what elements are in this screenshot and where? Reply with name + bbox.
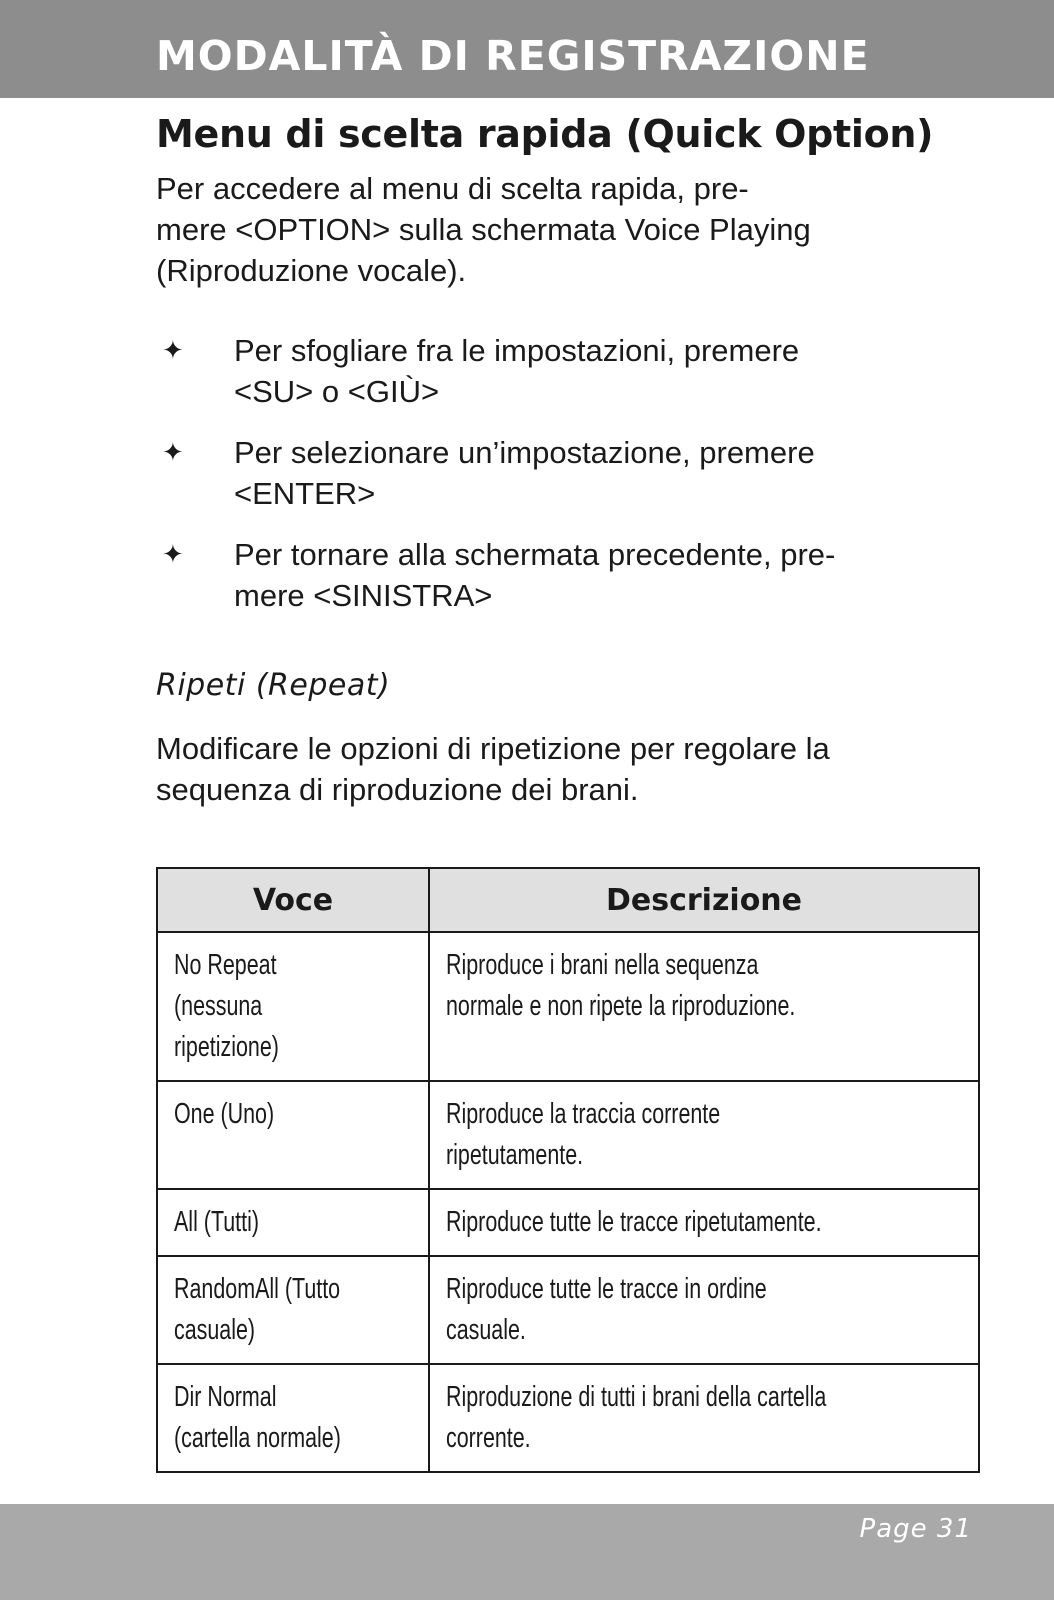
cell-line: casuale) <box>174 1314 256 1346</box>
cell-text <box>446 1094 961 1176</box>
cell-line: Riproduce i brani nella sequenza <box>446 949 759 981</box>
section-title: Menu di scelta rapida (Quick Option) <box>156 112 934 156</box>
cell-text <box>174 1377 411 1459</box>
cell-text <box>174 1269 411 1351</box>
cell-line: Riproduzione di tutti i brani della cartella <box>446 1381 827 1413</box>
column-header-voce: Voce <box>157 868 429 932</box>
cell-voce <box>157 1256 429 1364</box>
cell-descrizione <box>429 1081 979 1189</box>
intro-line: mere <OPTION> sulla schermata Voice Playing <box>156 212 811 247</box>
cell-text <box>174 1202 411 1243</box>
table-row <box>157 1256 979 1364</box>
cell-line: (cartella normale) <box>174 1422 341 1454</box>
cell-voce <box>157 1081 429 1189</box>
page-number: Page 31 <box>859 1514 972 1544</box>
cell-line: ripetutamente. <box>446 1139 584 1171</box>
intro-line: Per accedere al menu di scelta rapida, pre- <box>156 171 749 206</box>
list-item <box>156 330 956 412</box>
cell-line: (nessuna <box>174 990 263 1022</box>
repeat-line: sequenza di riproduzione dei brani. <box>156 772 639 807</box>
cell-line: casuale. <box>446 1314 526 1346</box>
cell-line: Riproduce tutte le tracce ripetutamente. <box>446 1206 822 1238</box>
repeat-subheading: Ripeti (Repeat) <box>156 668 391 703</box>
cell-text <box>174 1094 411 1135</box>
cell-line: All (Tutti) <box>174 1206 260 1238</box>
cell-line: One (Uno) <box>174 1098 275 1130</box>
cell-text <box>174 945 411 1068</box>
table-header-row <box>157 868 979 932</box>
cell-line: Riproduce la traccia corrente <box>446 1098 721 1130</box>
cell-voce <box>157 1364 429 1472</box>
table-row <box>157 1189 979 1256</box>
cell-voce <box>157 932 429 1081</box>
instruction-list <box>156 330 956 636</box>
cell-descrizione <box>429 1364 979 1472</box>
list-item <box>156 432 956 514</box>
table-row <box>157 1081 979 1189</box>
chapter-title: MODALITÀ DI REGISTRAZIONE <box>156 32 870 80</box>
cell-text <box>446 1269 961 1351</box>
column-header-descrizione: Descrizione <box>429 868 979 932</box>
repeat-line: Modificare le opzioni di ripetizione per regolare la <box>156 731 830 766</box>
cell-line: ripetizione) <box>174 1031 279 1063</box>
cell-text <box>446 1202 961 1243</box>
cell-text <box>446 1377 961 1459</box>
bullet-line: Per selezionare un’impostazione, premere <box>234 435 815 470</box>
cell-line: No Repeat <box>174 949 277 981</box>
cell-descrizione <box>429 932 979 1081</box>
cell-line: corrente. <box>446 1422 531 1454</box>
cell-line: Dir Normal <box>174 1381 277 1413</box>
table-row <box>157 932 979 1081</box>
list-item <box>156 534 956 616</box>
cell-line: Riproduce tutte le tracce in ordine <box>446 1273 767 1305</box>
cell-text <box>446 945 961 1027</box>
cell-descrizione <box>429 1189 979 1256</box>
cell-line: RandomAll (Tutto <box>174 1273 341 1305</box>
cell-descrizione <box>429 1256 979 1364</box>
cell-line: normale e non ripete la riproduzione. <box>446 990 796 1022</box>
table-row <box>157 1364 979 1472</box>
repeat-paragraph <box>156 728 946 810</box>
bullet-line: <SU> o <GIÙ> <box>234 374 440 409</box>
bullet-line: mere <SINISTRA> <box>234 578 493 613</box>
cell-voce <box>157 1189 429 1256</box>
intro-line: (Riproduzione vocale). <box>156 253 467 288</box>
four-pointed-star-icon: ✦ <box>162 539 184 569</box>
bullet-line: <ENTER> <box>234 476 376 511</box>
four-pointed-star-icon: ✦ <box>162 335 184 365</box>
intro-paragraph <box>156 168 936 291</box>
bullet-line: Per sfogliare fra le impostazioni, premere <box>234 333 800 368</box>
four-pointed-star-icon: ✦ <box>162 437 184 467</box>
bullet-line: Per tornare alla schermata precedente, pre- <box>234 537 836 572</box>
repeat-options-table <box>156 867 980 1473</box>
